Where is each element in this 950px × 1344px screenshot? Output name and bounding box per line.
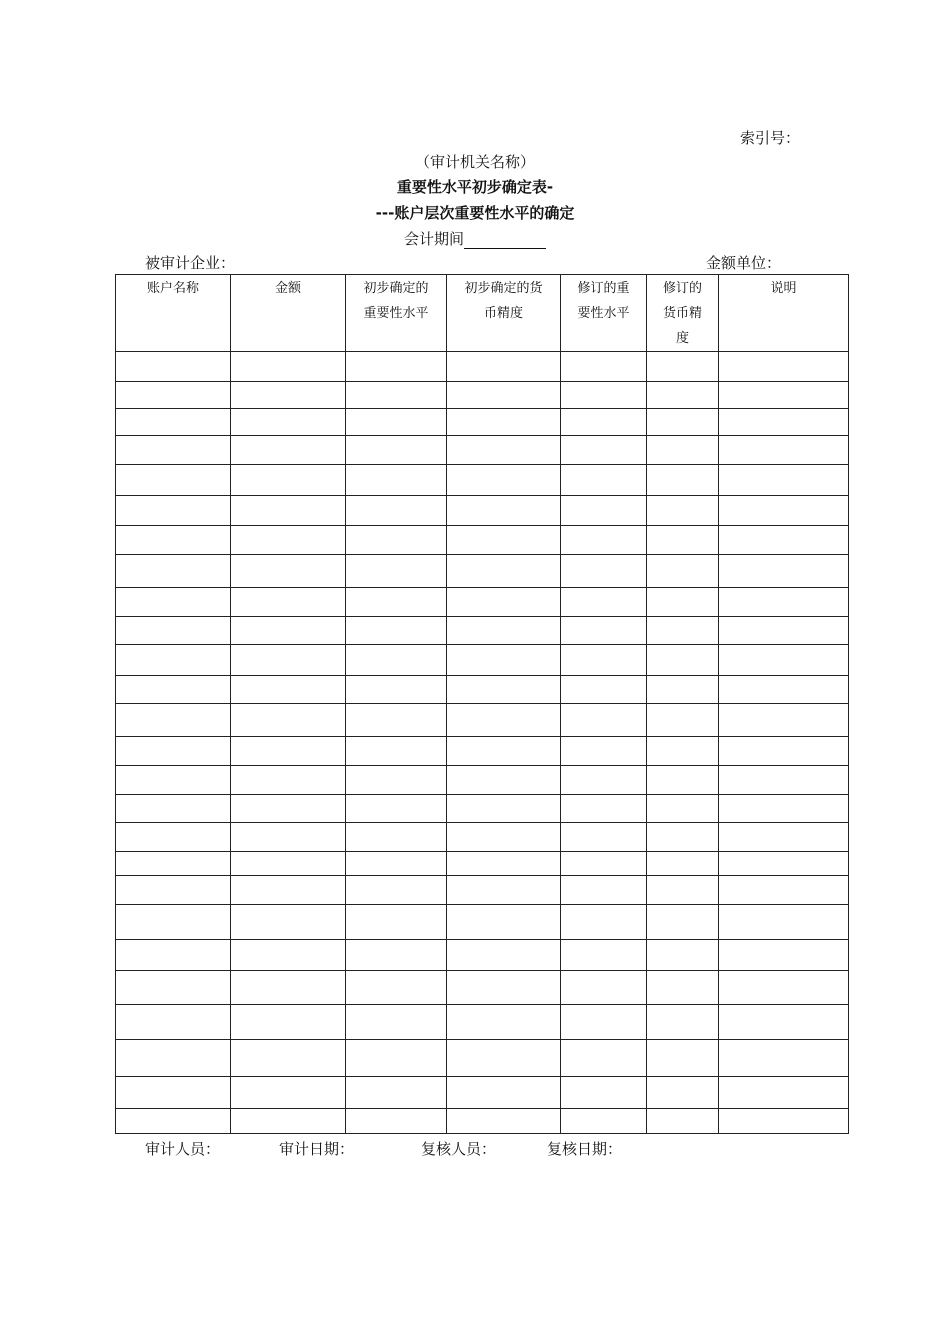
table-cell[interactable] — [647, 876, 719, 905]
footer-review-date: 复核日期： — [547, 1140, 623, 1158]
table-cell[interactable] — [561, 905, 647, 940]
table-cell[interactable] — [561, 876, 647, 905]
table-cell[interactable] — [231, 737, 346, 766]
table-cell[interactable] — [116, 1040, 231, 1077]
table-cell[interactable] — [561, 823, 647, 852]
table-row — [116, 617, 849, 645]
table-cell[interactable] — [447, 1005, 561, 1040]
table-cell[interactable] — [447, 526, 561, 555]
table-cell[interactable] — [231, 905, 346, 940]
table-cell[interactable] — [447, 704, 561, 737]
table-cell[interactable] — [719, 1040, 849, 1077]
col-account-name: 账户名称 — [116, 275, 231, 352]
table-cell[interactable] — [231, 526, 346, 555]
col-initial-precision: 初步确定的货币精度 — [447, 275, 561, 352]
table-cell[interactable] — [719, 795, 849, 823]
table-row — [116, 1040, 849, 1077]
table-cell[interactable] — [647, 465, 719, 496]
table-cell[interactable] — [346, 905, 447, 940]
table-cell[interactable] — [116, 823, 231, 852]
table-cell[interactable] — [231, 382, 346, 409]
table-cell[interactable] — [647, 704, 719, 737]
table-cell[interactable] — [231, 795, 346, 823]
form-title: 重要性水平初步确定表- — [396, 178, 554, 196]
table-cell[interactable] — [231, 409, 346, 436]
table-cell[interactable] — [447, 436, 561, 465]
table-cell[interactable] — [647, 852, 719, 876]
table-cell[interactable] — [447, 617, 561, 645]
col-amount: 金额 — [231, 275, 346, 352]
table-cell[interactable] — [116, 352, 231, 382]
table-row — [116, 555, 849, 588]
table-cell[interactable] — [561, 555, 647, 588]
table-cell[interactable] — [346, 409, 447, 436]
table-cell[interactable] — [231, 766, 346, 795]
table-cell[interactable] — [719, 876, 849, 905]
table-row — [116, 588, 849, 617]
table-cell[interactable] — [561, 496, 647, 526]
table-cell[interactable] — [346, 645, 447, 676]
table-cell[interactable] — [346, 496, 447, 526]
table-header-row — [116, 275, 849, 352]
table-cell[interactable] — [719, 436, 849, 465]
table-cell[interactable] — [447, 852, 561, 876]
table-cell[interactable] — [447, 645, 561, 676]
table-cell[interactable] — [231, 645, 346, 676]
table-cell[interactable] — [647, 795, 719, 823]
table-cell[interactable] — [116, 1005, 231, 1040]
table-cell[interactable] — [647, 1077, 719, 1109]
table-cell[interactable] — [346, 617, 447, 645]
footer-audit-date: 审计日期： — [279, 1140, 355, 1158]
table-cell[interactable] — [647, 496, 719, 526]
table-cell[interactable] — [116, 905, 231, 940]
table-cell[interactable] — [346, 676, 447, 704]
table-cell[interactable] — [719, 645, 849, 676]
table-row — [116, 1005, 849, 1040]
table-cell[interactable] — [346, 737, 447, 766]
table-cell[interactable] — [561, 795, 647, 823]
table-cell[interactable] — [447, 1040, 561, 1077]
table-cell[interactable] — [346, 940, 447, 971]
index-number-label: 索引号： — [740, 129, 801, 147]
footer-auditor: 审计人员： — [145, 1140, 221, 1158]
footer-reviewer: 复核人员： — [421, 1140, 497, 1158]
table-cell[interactable] — [116, 876, 231, 905]
table-cell[interactable] — [447, 823, 561, 852]
table-cell[interactable] — [116, 617, 231, 645]
table-cell[interactable] — [116, 1077, 231, 1109]
table-cell[interactable] — [719, 676, 849, 704]
table-cell[interactable] — [447, 1109, 561, 1134]
table-row — [116, 737, 849, 766]
table-cell[interactable] — [561, 766, 647, 795]
table-cell[interactable] — [719, 496, 849, 526]
table-row — [116, 1077, 849, 1109]
table-cell[interactable] — [346, 526, 447, 555]
table-cell[interactable] — [647, 737, 719, 766]
table-cell[interactable] — [561, 588, 647, 617]
table-cell[interactable] — [561, 971, 647, 1005]
table-cell[interactable] — [719, 905, 849, 940]
table-cell[interactable] — [719, 737, 849, 766]
table-cell[interactable] — [647, 436, 719, 465]
table-row — [116, 1109, 849, 1134]
table-cell[interactable] — [116, 704, 231, 737]
table-cell[interactable] — [231, 617, 346, 645]
table-cell[interactable] — [561, 1077, 647, 1109]
table-cell[interactable] — [561, 676, 647, 704]
table-cell[interactable] — [231, 971, 346, 1005]
accounting-period — [0, 228, 950, 249]
table-cell[interactable] — [231, 496, 346, 526]
table-cell[interactable] — [561, 352, 647, 382]
table-cell[interactable] — [346, 382, 447, 409]
table-cell[interactable] — [346, 766, 447, 795]
table-cell[interactable] — [116, 676, 231, 704]
table-cell[interactable] — [647, 676, 719, 704]
table-cell[interactable] — [231, 823, 346, 852]
table-cell[interactable] — [647, 555, 719, 588]
table-cell[interactable] — [447, 555, 561, 588]
table-row — [116, 795, 849, 823]
table-cell[interactable] — [447, 766, 561, 795]
table-row — [116, 704, 849, 737]
table-cell[interactable] — [647, 382, 719, 409]
table-cell[interactable] — [647, 823, 719, 852]
col-initial-materiality: 初步确定的重要性水平 — [346, 275, 447, 352]
table-cell[interactable] — [231, 704, 346, 737]
audit-org-name: （审计机关名称） — [414, 153, 535, 171]
table-cell[interactable] — [116, 409, 231, 436]
table-cell[interactable] — [346, 823, 447, 852]
table-cell[interactable] — [231, 1109, 346, 1134]
table-cell[interactable] — [561, 382, 647, 409]
table-cell[interactable] — [346, 555, 447, 588]
table-row — [116, 876, 849, 905]
table-cell[interactable] — [719, 1077, 849, 1109]
table-cell[interactable] — [447, 352, 561, 382]
table-row — [116, 823, 849, 852]
table-row — [116, 645, 849, 676]
table-row — [116, 352, 849, 382]
table-row — [116, 382, 849, 409]
table-cell[interactable] — [116, 971, 231, 1005]
table-cell[interactable] — [116, 465, 231, 496]
table-cell[interactable] — [647, 617, 719, 645]
table-cell[interactable] — [447, 905, 561, 940]
table-cell[interactable] — [647, 905, 719, 940]
table-cell[interactable] — [231, 852, 346, 876]
table-cell[interactable] — [719, 766, 849, 795]
table-cell[interactable] — [346, 1005, 447, 1040]
table-cell[interactable] — [116, 1109, 231, 1134]
table-cell[interactable] — [647, 645, 719, 676]
table-cell[interactable] — [116, 526, 231, 555]
amount-unit-label: 金额单位： — [706, 254, 782, 272]
table-cell[interactable] — [719, 852, 849, 876]
table-cell[interactable] — [719, 555, 849, 588]
table-cell[interactable] — [561, 704, 647, 737]
table-cell[interactable] — [561, 645, 647, 676]
table-cell[interactable] — [231, 876, 346, 905]
table-cell[interactable] — [561, 465, 647, 496]
table-cell[interactable] — [647, 588, 719, 617]
table-cell[interactable] — [231, 1005, 346, 1040]
table-cell[interactable] — [719, 382, 849, 409]
table-cell[interactable] — [647, 1040, 719, 1077]
table-cell[interactable] — [719, 409, 849, 436]
table-cell[interactable] — [346, 465, 447, 496]
table-cell[interactable] — [447, 795, 561, 823]
table-cell[interactable] — [561, 1005, 647, 1040]
table-cell[interactable] — [346, 1040, 447, 1077]
col-revised-precision: 修订的货币精度 — [647, 275, 719, 352]
table-cell[interactable] — [719, 526, 849, 555]
table-cell[interactable] — [561, 852, 647, 876]
table-cell[interactable] — [116, 588, 231, 617]
materiality-table — [115, 274, 849, 1134]
table-cell[interactable] — [346, 971, 447, 1005]
table-cell[interactable] — [346, 1077, 447, 1109]
table-cell[interactable] — [231, 940, 346, 971]
table-row — [116, 766, 849, 795]
table-cell[interactable] — [447, 737, 561, 766]
col-revised-materiality: 修订的重要性水平 — [561, 275, 647, 352]
table-cell[interactable] — [561, 436, 647, 465]
table-cell[interactable] — [231, 588, 346, 617]
table-cell[interactable] — [231, 1040, 346, 1077]
table-cell[interactable] — [647, 766, 719, 795]
table-cell[interactable] — [116, 555, 231, 588]
table-cell[interactable] — [647, 526, 719, 555]
table-cell[interactable] — [231, 1077, 346, 1109]
col-notes: 说明 — [719, 275, 849, 352]
table-cell[interactable] — [447, 382, 561, 409]
table-cell[interactable] — [116, 737, 231, 766]
table-cell[interactable] — [447, 588, 561, 617]
table-cell[interactable] — [561, 737, 647, 766]
table-cell[interactable] — [719, 823, 849, 852]
table-cell[interactable] — [447, 1077, 561, 1109]
table-cell[interactable] — [647, 352, 719, 382]
table-cell[interactable] — [719, 1109, 849, 1134]
accounting-period-label: 会计期间 — [403, 230, 464, 248]
table-cell[interactable] — [447, 676, 561, 704]
table-cell[interactable] — [346, 1109, 447, 1134]
table-cell[interactable] — [447, 496, 561, 526]
table-cell[interactable] — [231, 352, 346, 382]
table-cell[interactable] — [346, 352, 447, 382]
table-cell[interactable] — [231, 676, 346, 704]
table-cell[interactable] — [116, 852, 231, 876]
table-cell[interactable] — [561, 526, 647, 555]
accounting-period-blank[interactable] — [464, 234, 546, 249]
table-cell[interactable] — [116, 436, 231, 465]
table-cell[interactable] — [561, 1109, 647, 1134]
table-cell[interactable] — [719, 704, 849, 737]
table-cell[interactable] — [719, 588, 849, 617]
table-cell[interactable] — [647, 1005, 719, 1040]
table-cell[interactable] — [346, 436, 447, 465]
table-cell[interactable] — [346, 795, 447, 823]
table-cell[interactable] — [447, 876, 561, 905]
audited-entity-label: 被审计企业： — [145, 254, 236, 272]
table-row — [116, 496, 849, 526]
table-row — [116, 905, 849, 940]
table-cell[interactable] — [719, 971, 849, 1005]
table-cell[interactable] — [116, 795, 231, 823]
table-cell[interactable] — [447, 971, 561, 1005]
table-body — [116, 352, 849, 1134]
table-cell[interactable] — [719, 940, 849, 971]
table-row — [116, 465, 849, 496]
table-cell[interactable] — [346, 588, 447, 617]
table-cell[interactable] — [447, 465, 561, 496]
table-cell[interactable] — [346, 704, 447, 737]
table-cell[interactable] — [116, 940, 231, 971]
table-cell[interactable] — [561, 1040, 647, 1077]
table-cell[interactable] — [231, 555, 346, 588]
table-row — [116, 526, 849, 555]
table-cell[interactable] — [116, 766, 231, 795]
form-subtitle: ---账户层次重要性水平的确定 — [375, 204, 575, 222]
table-cell[interactable] — [719, 465, 849, 496]
table-cell[interactable] — [116, 496, 231, 526]
table-cell[interactable] — [346, 876, 447, 905]
table-cell[interactable] — [719, 617, 849, 645]
table-row — [116, 852, 849, 876]
table-cell[interactable] — [116, 382, 231, 409]
table-cell[interactable] — [116, 645, 231, 676]
table-cell[interactable] — [447, 409, 561, 436]
table-cell[interactable] — [346, 852, 447, 876]
table-row — [116, 409, 849, 436]
table-cell[interactable] — [647, 409, 719, 436]
table-cell[interactable] — [447, 940, 561, 971]
table-cell[interactable] — [231, 436, 346, 465]
table-cell[interactable] — [561, 617, 647, 645]
table-cell[interactable] — [647, 940, 719, 971]
table-cell[interactable] — [647, 971, 719, 1005]
table-cell[interactable] — [561, 409, 647, 436]
table-cell[interactable] — [231, 465, 346, 496]
table-cell[interactable] — [561, 940, 647, 971]
table-row — [116, 676, 849, 704]
table-row — [116, 436, 849, 465]
table-cell[interactable] — [647, 1109, 719, 1134]
table-row — [116, 971, 849, 1005]
table-row — [116, 940, 849, 971]
table-cell[interactable] — [719, 1005, 849, 1040]
table-cell[interactable] — [719, 352, 849, 382]
